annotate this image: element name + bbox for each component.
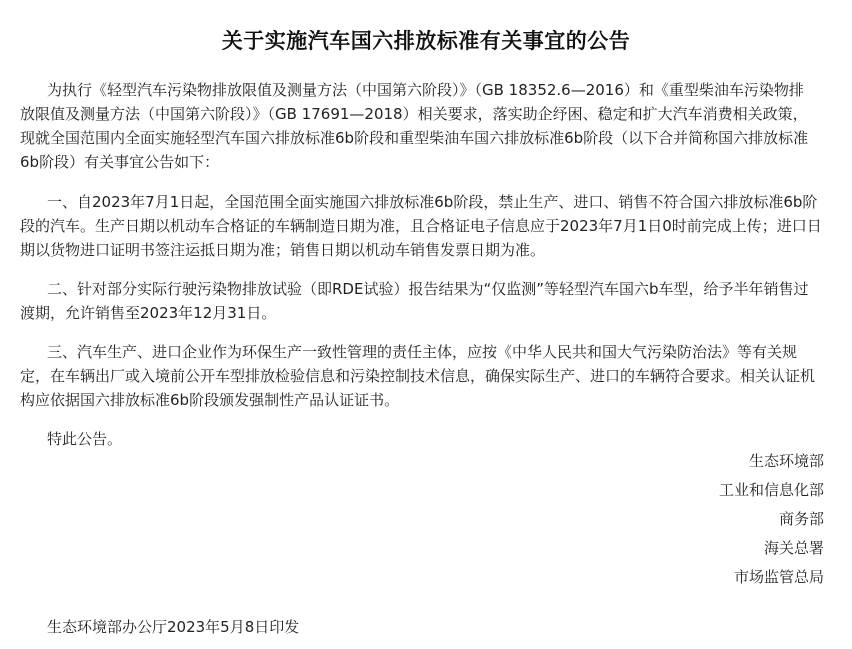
item1-line: 期以货物进口证明书签注运抵日期为准；销售日期以机动车销售发票日期为准。 <box>20 241 546 259</box>
issue-footer: 生态环境部办公厅2023年5月8日印发 <box>47 618 300 636</box>
item3-line: 三、汽车生产、进口企业作为环保生产一致性管理的责任主体，应按《中华人民共和国大气污染防治法》等有关规 <box>47 343 798 361</box>
item3-line: 构应依据国六排放标准6b阶段颁发强制性产品认证证书。 <box>20 391 400 409</box>
intro-line: 放限值及测量方法（中国第六阶段）》（GB 17691—2018）相关要求，落实助企纾困、稳定和扩大汽车消费相关政策， <box>20 105 808 123</box>
closing-text: 特此公告。 <box>47 430 123 448</box>
intro-line: 现就全国范围内全面实施轻型汽车国六排放标准6b阶段和重型柴油车国六排放标准6b阶段（以下合并简称国六排放标准 <box>20 129 809 147</box>
item2-line: 渡期，允许销售至2023年12月31日。 <box>20 304 277 322</box>
document-title: 关于实施汽车国六排放标准有关事宜的公告 <box>221 29 631 53</box>
item1-line: 段的汽车。生产日期以机动车合格证的车辆制造日期为准，且合格证电子信息应于2023年7月1日0时前完成上传；进口日 <box>20 217 822 235</box>
item1-line: 一、自2023年7月1日起，全国范围全面实施国六排放标准6b阶段，禁止生产、进口、销售不符合国六排放标准6b阶 <box>47 193 818 211</box>
intro-line: 6b阶段）有关事宜公告如下： <box>20 153 220 171</box>
signatory: 工业和信息化部 <box>718 481 824 499</box>
signatory: 海关总署 <box>763 539 824 557</box>
signatory: 市场监管总局 <box>733 568 824 586</box>
signatory: 生态环境部 <box>748 452 824 470</box>
signatory: 商务部 <box>778 510 824 528</box>
item2-line: 二、针对部分实际行驶污染物排放试验（即RDE试验）报告结果为“仅监测”等轻型汽车国六b车型，给予半年销售过 <box>47 280 809 298</box>
item3-line: 定，在车辆出厂或入境前公开车型排放检验信息和污染控制技术信息，确保实际生产、进口的车辆符合要求。相关认证机 <box>20 367 816 385</box>
intro-line: 为执行《轻型汽车污染物排放限值及测量方法（中国第六阶段）》（GB 18352.6—2016）和《重型柴油车污染物排 <box>47 81 804 99</box>
